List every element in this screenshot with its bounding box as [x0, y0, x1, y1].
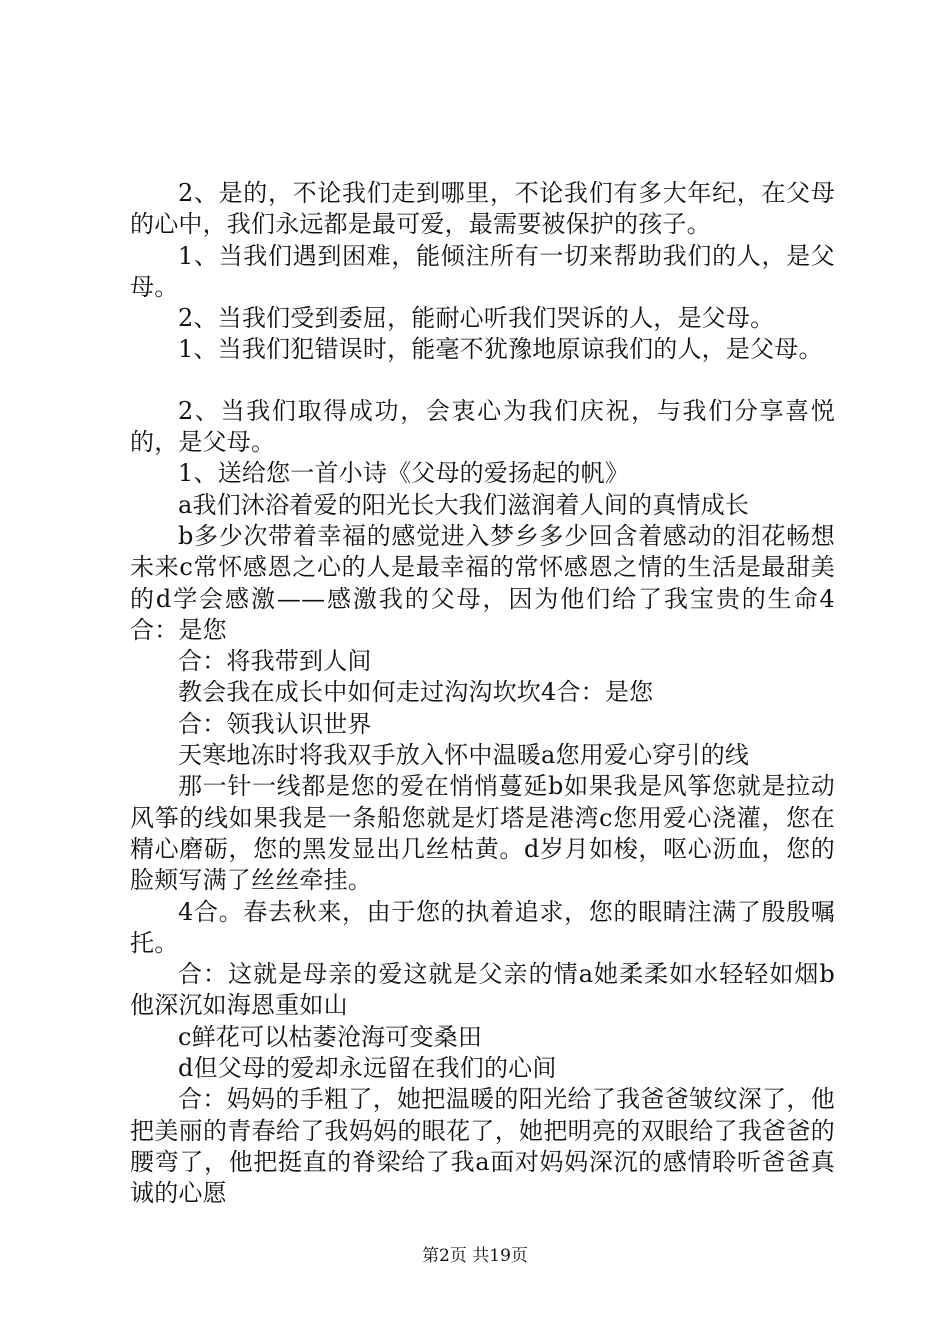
paragraph: 天寒地冻时将我双手放入怀中温暖a您用爱心穿引的线 — [178, 741, 750, 770]
paragraph: b多少次带着幸福的感觉进入梦乡多少回含着感动的泪花畅想未来c常怀感恩之心的人是最幸福的常怀感恩之情的生活是最甜美的d学会感激——感激我的父母，因为他们给了我宝贵的生命4合：是您 — [130, 521, 835, 644]
paragraph: 那一针一线都是您的爱在悄悄蔓延b如果我是风筝您就是拉动风筝的线如果我是一条船您就是灯塔是港湾c您用爱心浇灌，您在精心磨砺，您的黑发显出几丝枯黄。d岁月如梭，呕心沥血，您的脸颊写满了丝丝牵挂。 — [130, 772, 835, 895]
paragraph: d但父母的爱却永远留在我们的心间 — [178, 1054, 557, 1083]
paragraph: 1、当我们犯错误时，能毫不犹豫地原谅我们的人，是父母。 — [178, 335, 823, 364]
paragraph: 1、送给您一首小诗《父母的爱扬起的帆》 — [178, 459, 630, 488]
paragraph: 教会我在成长中如何走过沟沟坎坎4合：是您 — [178, 678, 654, 707]
page-number-footer: 第2页 共19页 — [422, 1246, 528, 1266]
paragraph: c鲜花可以枯萎沧海可变桑田 — [178, 1022, 483, 1051]
paragraph: a我们沐浴着爱的阳光长大我们滋润着人间的真情成长 — [178, 490, 750, 519]
document-body — [130, 178, 835, 1210]
paragraph: 2、是的，不论我们走到哪里，不论我们有多大年纪，在父母的心中，我们永远都是最可爱，最需要被保护的孩子。 — [130, 179, 835, 239]
paragraph: 合：这就是母亲的爱这就是父亲的情a她柔柔如水轻轻如烟b他深沉如海恩重如山 — [130, 960, 835, 1020]
paragraph: 1、当我们遇到困难，能倾注所有一切来帮助我们的人，是父母。 — [130, 241, 835, 301]
paragraph: 合：妈妈的手粗了，她把温暖的阳光给了我爸爸皱纹深了，他把美丽的青春给了我妈妈的眼花了，她把明亮的双眼给了我爸爸的腰弯了，他把挺直的脊梁给了我a面对妈妈深沉的感情聆听爸爸真诚的心愿 — [130, 1085, 835, 1208]
paragraph: 合：领我认识世界 — [178, 709, 372, 738]
paragraph: 2、当我们受到委屈，能耐心听我们哭诉的人，是父母。 — [178, 304, 775, 333]
paragraph: 合：将我带到人间 — [178, 647, 372, 676]
paragraph: 4合。春去秋来，由于您的执着追求，您的眼睛注满了殷殷嘱托。 — [130, 897, 835, 957]
paragraph: 2、当我们取得成功，会衷心为我们庆祝，与我们分享喜悦的，是父母。 — [130, 396, 835, 457]
